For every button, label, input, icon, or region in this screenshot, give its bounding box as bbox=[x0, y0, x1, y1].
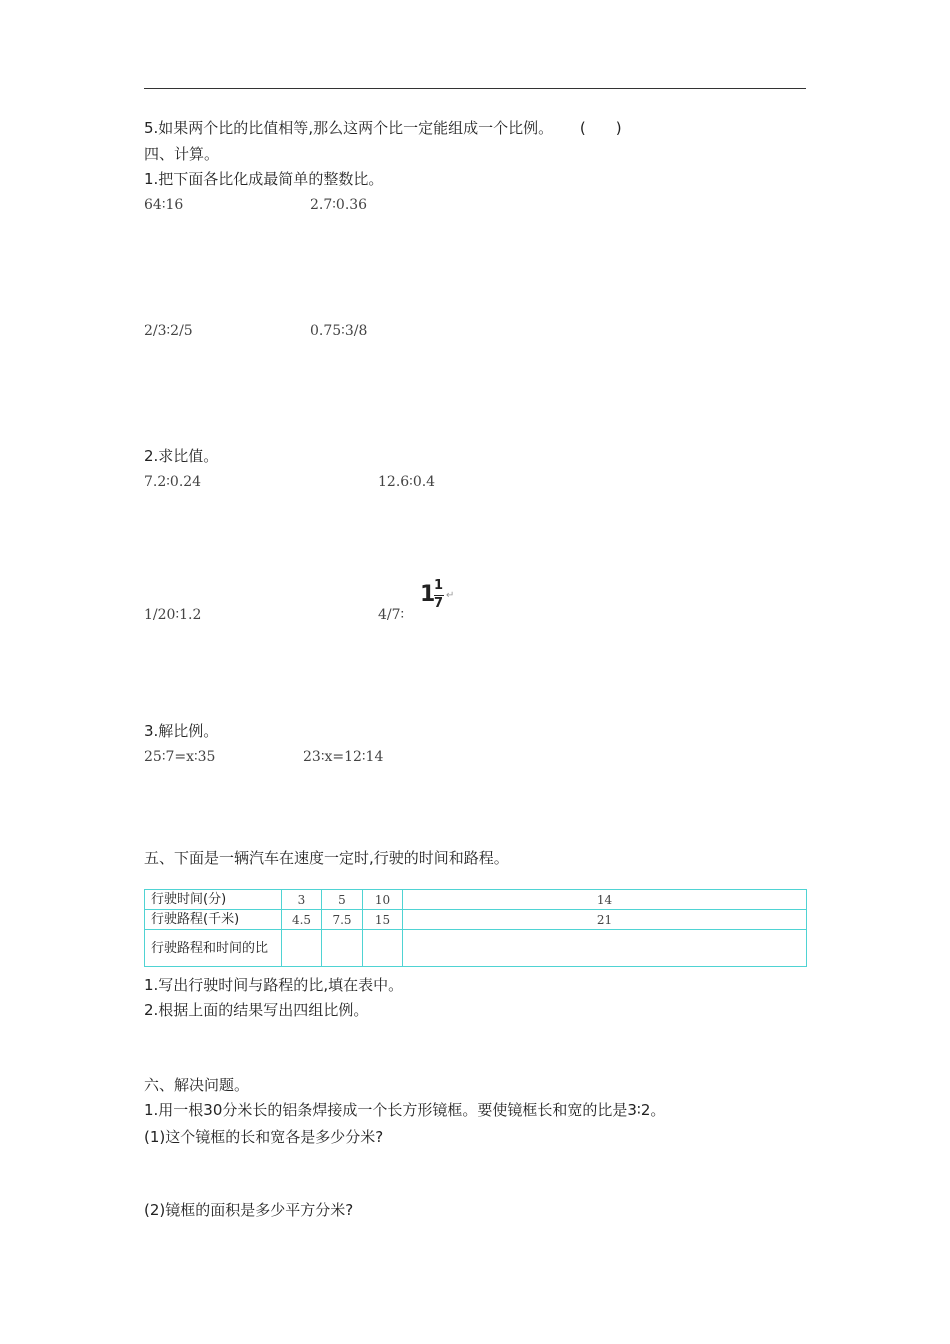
return-mark-icon: ↵ bbox=[446, 590, 455, 601]
ratio-item: 1/20∶1.2 bbox=[144, 607, 202, 623]
table-cell: 15 bbox=[363, 910, 403, 930]
mixed-number bbox=[420, 578, 460, 618]
table-row bbox=[145, 910, 807, 930]
table-cell: 5 bbox=[322, 890, 363, 910]
section-4-q2-title: 2.求比值。 bbox=[144, 447, 219, 465]
table-cell bbox=[363, 930, 403, 967]
proportion-item: 23∶x=12∶14 bbox=[303, 749, 384, 765]
section-4-title: 四、计算。 bbox=[144, 145, 220, 163]
mixed-number-denominator: 7 bbox=[434, 596, 444, 611]
table-cell: 4.5 bbox=[282, 910, 322, 930]
section-5-title: 五、下面是一辆汽车在速度一定时,行驶的时间和路程。 bbox=[144, 849, 509, 867]
question-5 bbox=[144, 118, 622, 138]
row-label: 行驶路程和时间的比 bbox=[145, 930, 282, 967]
table-cell bbox=[403, 930, 807, 967]
question-5-text: 5.如果两个比的比值相等,那么这两个比一定能组成一个比例。 bbox=[144, 119, 554, 137]
table-cell bbox=[282, 930, 322, 967]
table-row bbox=[145, 890, 807, 910]
mixed-number-whole: 1 bbox=[420, 582, 436, 607]
ratio-item: 2/3∶2/5 bbox=[144, 323, 193, 339]
ratio-item: 7.2∶0.24 bbox=[144, 474, 202, 490]
answer-blank: ( ) bbox=[579, 119, 622, 137]
proportion-item: 25∶7=x∶35 bbox=[144, 749, 216, 765]
ratio-item: 4/7∶ bbox=[378, 607, 405, 623]
section-6-title: 六、解决问题。 bbox=[144, 1076, 250, 1094]
ratio-item: 64∶16 bbox=[144, 197, 184, 213]
table-cell: 3 bbox=[282, 890, 322, 910]
ratio-item: 2.7∶0.36 bbox=[310, 197, 368, 213]
table-cell: 14 bbox=[403, 890, 807, 910]
section-6-sub2: (2)镜框的面积是多少平方分米? bbox=[144, 1201, 354, 1219]
section-4-q3-title: 3.解比例。 bbox=[144, 722, 219, 740]
table-row bbox=[145, 930, 807, 967]
section-6-q1: 1.用一根30分米长的铝条焊接成一个长方形镜框。要使镜框长和宽的比是3∶2。 bbox=[144, 1101, 666, 1119]
ratio-item: 0.75∶3/8 bbox=[310, 323, 368, 339]
top-rule bbox=[144, 88, 806, 89]
travel-table bbox=[144, 889, 807, 967]
section-4-q1-title: 1.把下面各比化成最简单的整数比。 bbox=[144, 170, 384, 188]
section-5-q1: 1.写出行驶时间与路程的比,填在表中。 bbox=[144, 976, 404, 994]
section-6-sub1: (1)这个镜框的长和宽各是多少分米? bbox=[144, 1128, 384, 1146]
row-label: 行驶路程(千米) bbox=[145, 910, 282, 930]
section-5-q2: 2.根据上面的结果写出四组比例。 bbox=[144, 1001, 369, 1019]
table-cell: 21 bbox=[403, 910, 807, 930]
table-cell: 10 bbox=[363, 890, 403, 910]
table-cell: 7.5 bbox=[322, 910, 363, 930]
ratio-item: 12.6∶0.4 bbox=[378, 474, 436, 490]
mixed-number-numerator: 1 bbox=[434, 578, 444, 593]
table-cell bbox=[322, 930, 363, 967]
row-label: 行驶时间(分) bbox=[145, 890, 282, 910]
